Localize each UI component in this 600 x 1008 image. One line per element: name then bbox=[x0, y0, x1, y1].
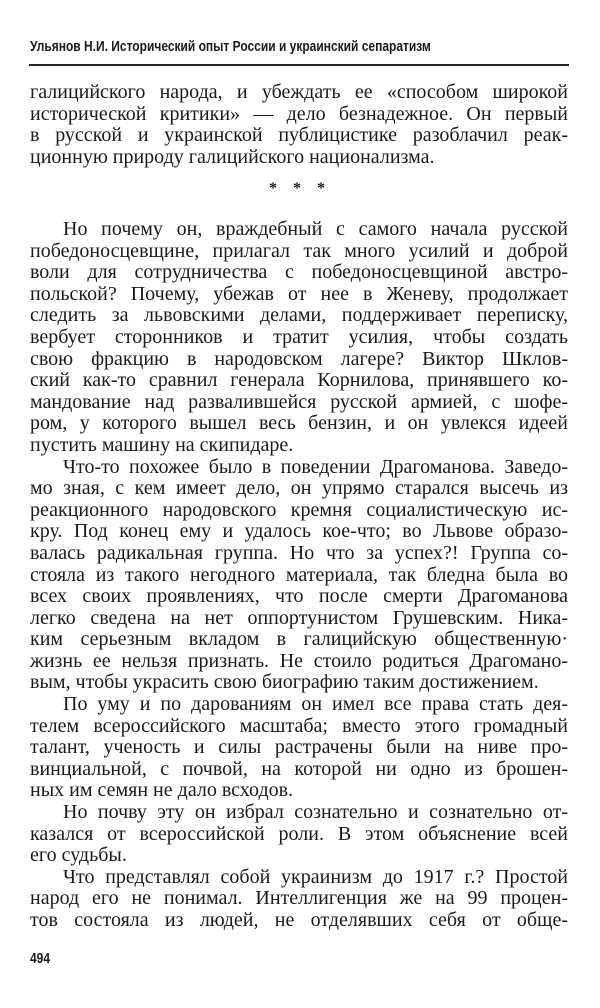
text-line: ром, у которого вышел весь бензин, и он увлекся идеей bbox=[30, 412, 568, 435]
text-line: вым, чтобы украсить свою биографию таким достижением. bbox=[30, 671, 539, 694]
header-rule bbox=[29, 64, 569, 66]
text-line: польской? Почему, убежав от нее в Женеву, продолжает bbox=[30, 282, 568, 305]
text-line: в русской и украинской публицистике разоблачил реак- bbox=[30, 124, 568, 147]
text-line: следить за львовскими делами, поддерживает переписку, bbox=[30, 304, 568, 327]
paragraph bbox=[30, 457, 568, 695]
text-line: легко сведена на нет оппортунистом Грушевским. Ника- bbox=[30, 606, 568, 629]
text-line: его судьбы. bbox=[30, 844, 127, 867]
paragraph bbox=[30, 694, 568, 802]
text-line: жизнь ее нельзя признать. Не стоило родиться Драгомано- bbox=[30, 649, 568, 672]
text-line: галицийского народа, и убеждать ее «способом широкой bbox=[30, 81, 568, 103]
text-line: По уму и по дарованиям он имел все права стать дея- bbox=[63, 693, 568, 716]
text-line: пустить машину на скипидаре. bbox=[30, 433, 294, 456]
text-line: воли для сотрудничества с победоносцевщиной австро- bbox=[30, 261, 568, 284]
text-block-main bbox=[30, 219, 568, 932]
text-line: казался от всероссийской роли. В этом объяснение всей bbox=[30, 822, 568, 845]
running-header: Ульянов Н.И. Исторический опыт России и украинский сепаратизм bbox=[30, 38, 431, 55]
text-line: ных им семян не дало всходов. bbox=[30, 779, 294, 802]
paragraph bbox=[30, 802, 568, 867]
text-line: телем всероссийского масштаба; вместо этого громадный bbox=[30, 714, 568, 737]
text-line: вербует сторонников и тратит усилия, чтобы создать bbox=[30, 325, 568, 348]
paragraph bbox=[30, 82, 568, 168]
text-line: свою фракцию в народовском лагере? Виктор Шклов- bbox=[30, 347, 568, 370]
paragraph bbox=[30, 219, 568, 457]
page-number: 494 bbox=[30, 950, 51, 967]
text-line: винциальной, с почвой, на которой ни одно из брошен- bbox=[30, 757, 568, 780]
text-line: талант, ученость и силы растрачены были на ниве про- bbox=[30, 736, 568, 759]
section-separator: * * * bbox=[269, 180, 331, 197]
text-line: кру. Под конец ему и удалось кое-что; во Львове образо- bbox=[30, 520, 568, 543]
text-line: Что представлял собой украинизм до 1917 г.? Простой bbox=[63, 865, 568, 888]
text-line: народ его не понимал. Интеллигенция же на 99 процен- bbox=[30, 887, 568, 910]
text-line: исторической критики» — дело безнадежное. Он первый bbox=[30, 102, 568, 125]
paragraph bbox=[30, 867, 568, 932]
text-line: реакционного народовского кремня социалистическую ис- bbox=[30, 498, 568, 521]
text-line: стояла из такого негодного материала, так бледна была во bbox=[30, 563, 568, 586]
text-line: мандование над развалившейся русской армией, с шофе- bbox=[30, 390, 568, 413]
text-line: всех своих проявлениях, что после смерти Драгоманова bbox=[30, 585, 568, 608]
text-line: ский как-то сравнил генерала Корнилова, принявшего ко- bbox=[30, 369, 568, 392]
text-line: Но почву эту он избрал сознательно и сознательно от- bbox=[63, 801, 568, 824]
text-line: Но почему он, враждебный с самого начала русской bbox=[63, 218, 568, 240]
text-line: Что-то похожее было в поведении Драгоманова. Заведо- bbox=[63, 455, 568, 478]
text-block-top bbox=[30, 82, 568, 168]
text-line: ким серьезным вкладом в галицийскую общественную· bbox=[30, 628, 568, 651]
text-line: победоносцевщине, прилагал так много усилий и доброй bbox=[30, 239, 568, 262]
text-line: ционную природу галицийского национализма. bbox=[30, 145, 435, 168]
text-line: валась радикальная группа. Но что за успех?! Группа со- bbox=[30, 541, 568, 564]
text-line: тов состояла из людей, не отделявших себя от обще- bbox=[30, 909, 568, 931]
text-line: мо зная, с кем имеет дело, он упрямо старался высечь из bbox=[30, 477, 568, 500]
